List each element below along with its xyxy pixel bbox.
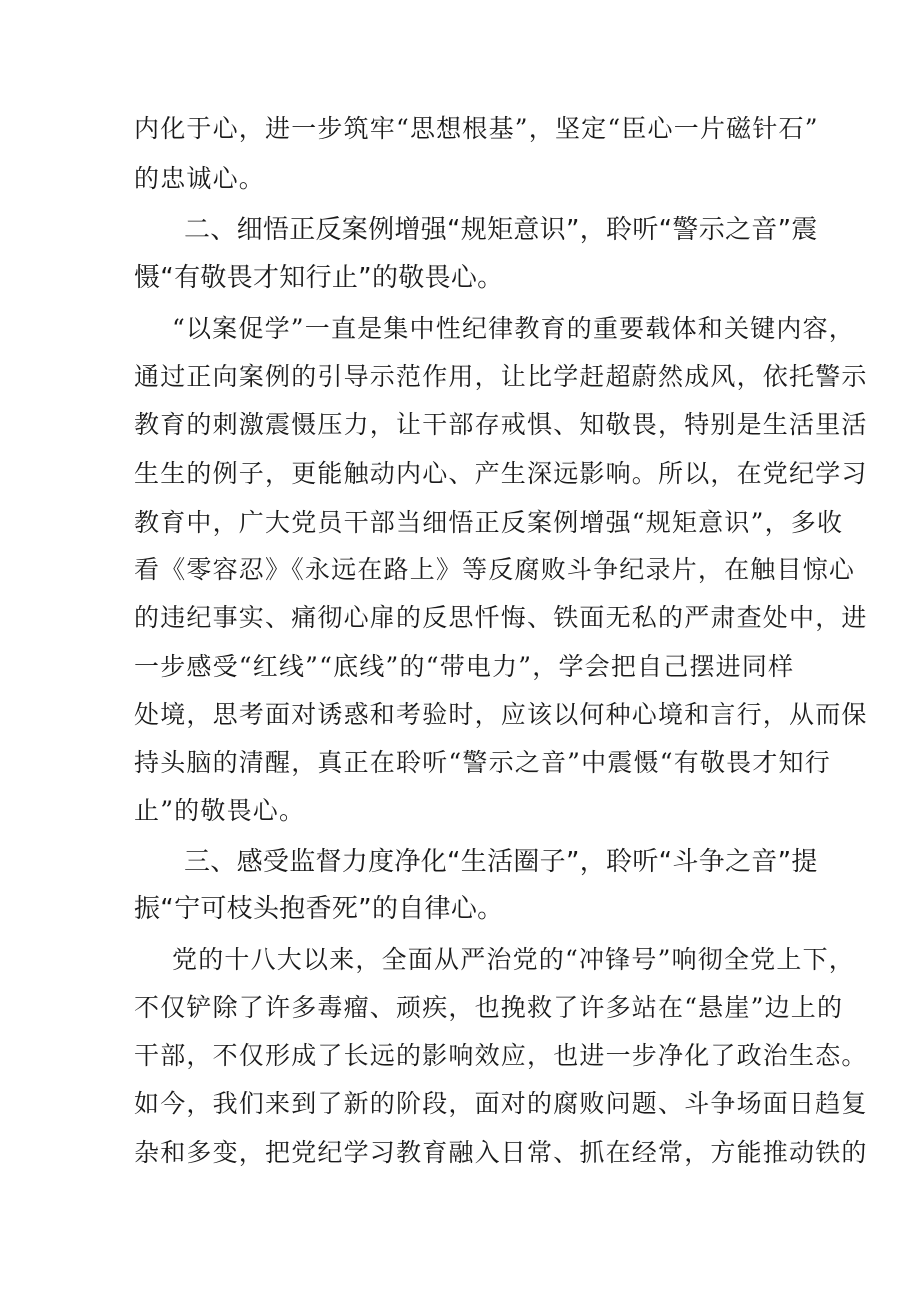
body-text-line: 不仅铲除了许多毒瘤、顽疾，也挽救了许多站在“悬崖”边上的: [134, 993, 844, 1022]
body-text-line: 如今，我们来到了新的阶段，面对的腐败问题、斗争场面日趋复: [134, 1089, 868, 1118]
section-heading-line: 振“宁可枝头抱香死”的自律心。: [134, 894, 504, 924]
body-text-line: 看《零容忍》《永远在路上》等反腐败斗争纪录片，在触目惊心: [134, 555, 856, 584]
body-text-line: 杂和多变，把党纪学习教育融入日常、抓在经常，方能推动铁的: [134, 1138, 868, 1167]
body-text-line: 通过正向案例的引导示范作用，让比学赶超蔚然成风，依托警示: [134, 362, 868, 391]
body-text-line: 止”的敬畏心。: [134, 796, 306, 825]
body-text-line: 处境，思考面对诱惑和考验时，应该以何种心境和言行，从而保: [134, 700, 868, 729]
body-text-line: 党的十八大以来，全面从严治党的“冲锋号”响彻全党上下，: [172, 945, 855, 974]
body-text-line: 一步感受“红线”“底线”的“带电力”，学会把自己摆进同样: [134, 652, 795, 681]
body-text-line: 教育的刺激震慑压力，让干部存戒惧、知敬畏，特别是生活里活: [134, 410, 868, 439]
section-heading-line: 二、细悟正反案例增强“规矩意识”，聆听“警示之音”震: [184, 215, 818, 245]
body-text-line: 的违纪事实、痛彻心扉的反思忏悔、铁面无私的严肃查处中，进: [134, 603, 868, 632]
body-text-line: 生生的例子，更能触动内心、产生深远影响。所以，在党纪学习: [134, 459, 868, 488]
section-heading-line: 三、感受监督力度净化“生活圈子”，聆听“斗争之音”提: [184, 847, 818, 877]
body-text-line: “以案促学”一直是集中性纪律教育的重要载体和关键内容，: [172, 314, 855, 343]
body-text-line: 的忠诚心。: [134, 164, 266, 193]
body-text-line: 教育中，广大党员干部当细悟正反案例增强“规矩意识”，多收: [134, 508, 844, 537]
body-text-line: 持头脑的清醒，真正在聆听“警示之音”中震慑“有敬畏才知行: [134, 748, 831, 777]
body-text-line: 干部，不仅形成了长远的影响效应，也进一步净化了政治生态。: [134, 1041, 868, 1070]
body-text-line: 内化于心，进一步筑牢“思想根基”，坚定“臣心一片磁针石”: [134, 114, 819, 143]
section-heading-line: 慑“有敬畏才知行止”的敬畏心。: [134, 263, 504, 293]
